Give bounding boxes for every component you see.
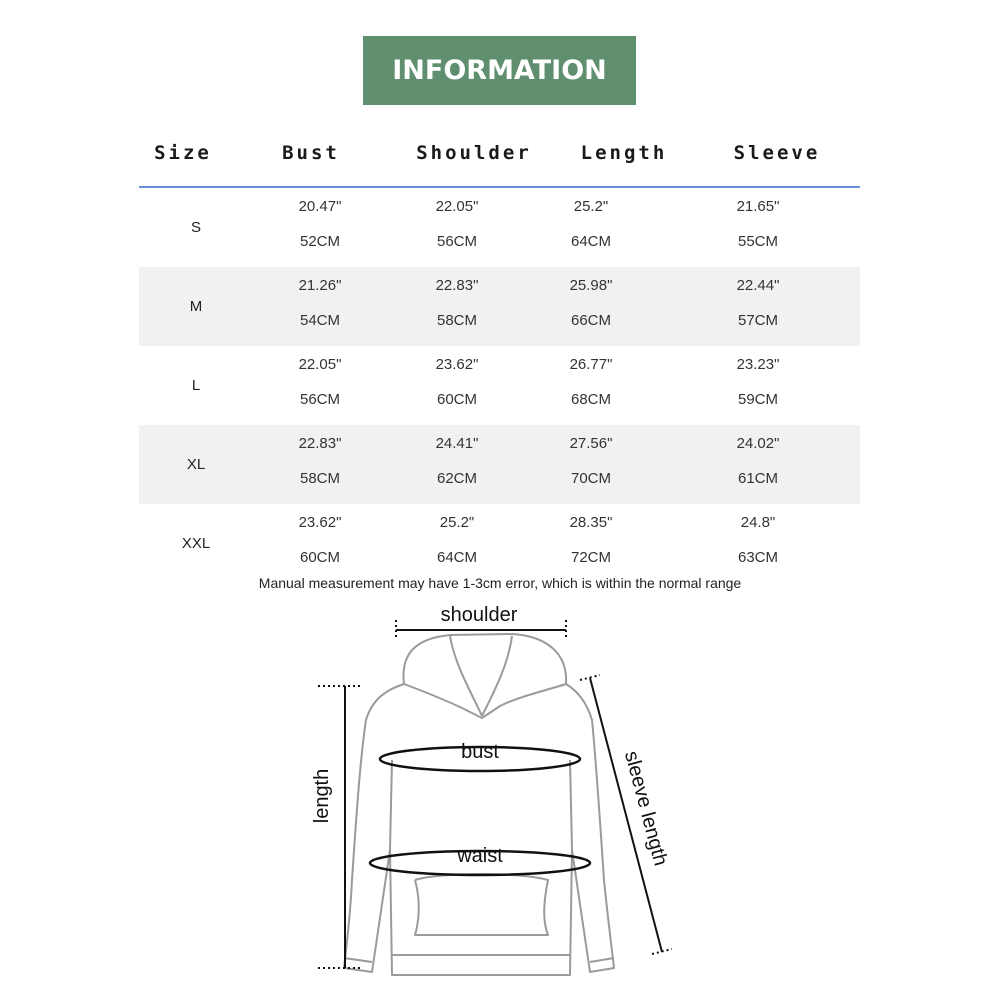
- shoulder-cm: 56CM: [436, 233, 478, 250]
- sleeve-cm: 61CM: [737, 470, 779, 487]
- shoulder-label: shoulder: [440, 604, 518, 626]
- bust-cm: 58CM: [299, 470, 341, 487]
- header-bust: Bust: [282, 142, 340, 164]
- shoulder-cm: 62CM: [436, 470, 478, 487]
- size-label: L: [191, 377, 201, 394]
- sleeve-length-label: sleeve length: [619, 748, 672, 869]
- bust-inches: 23.62": [298, 514, 342, 531]
- length-inches: 25.98": [569, 277, 613, 294]
- length-inches: 27.56": [569, 435, 613, 452]
- shoulder-inches: 24.41": [435, 435, 479, 452]
- sleeve-inches: 24.02": [736, 435, 780, 452]
- banner-title: INFORMATION: [392, 55, 607, 86]
- bust-inches: 22.05": [298, 356, 342, 373]
- sleeve-inches: 22.44": [736, 277, 780, 294]
- bust-inches: 21.26": [298, 277, 342, 294]
- bust-inches: 20.47": [298, 198, 342, 215]
- length-cm: 70CM: [570, 470, 612, 487]
- length-measure-line: [318, 686, 360, 968]
- sleeve-inches: 23.23": [736, 356, 780, 373]
- header-sleeve: Sleeve: [733, 142, 821, 164]
- bust-inches: 22.83": [298, 435, 342, 452]
- length-label: length: [311, 768, 333, 824]
- bust-cm: 56CM: [299, 391, 341, 408]
- sleeve-cm: 57CM: [737, 312, 779, 329]
- sleeve-inches: 24.8": [740, 514, 776, 531]
- hoodie-outline-icon: [344, 634, 614, 975]
- shoulder-inches: 25.2": [439, 514, 475, 531]
- size-label: M: [189, 298, 203, 315]
- length-inches: 26.77": [569, 356, 613, 373]
- size-label: S: [190, 219, 202, 236]
- shoulder-inches: 22.05": [435, 198, 479, 215]
- shoulder-inches: 22.83": [435, 277, 479, 294]
- length-cm: 72CM: [570, 549, 612, 566]
- shoulder-cm: 60CM: [436, 391, 478, 408]
- bust-cm: 60CM: [299, 549, 341, 566]
- length-inches: 28.35": [569, 514, 613, 531]
- shoulder-cm: 58CM: [436, 312, 478, 329]
- header-length: Length: [580, 142, 668, 164]
- length-cm: 64CM: [570, 233, 612, 250]
- sleeve-inches: 21.65": [736, 198, 780, 215]
- waist-label: waist: [457, 845, 503, 867]
- measurement-note: Manual measurement may have 1-3cm error, which is within the normal range: [258, 575, 742, 591]
- sleeve-cm: 63CM: [737, 549, 779, 566]
- bust-cm: 54CM: [299, 312, 341, 329]
- size-label: XL: [186, 456, 206, 473]
- sleeve-cm: 55CM: [737, 233, 779, 250]
- length-cm: 68CM: [570, 391, 612, 408]
- shoulder-cm: 64CM: [436, 549, 478, 566]
- bust-cm: 52CM: [299, 233, 341, 250]
- sleeve-cm: 59CM: [737, 391, 779, 408]
- header-size: Size: [154, 142, 212, 164]
- size-label: XXL: [181, 535, 211, 552]
- length-inches: 25.2": [573, 198, 609, 215]
- length-cm: 66CM: [570, 312, 612, 329]
- bust-label: bust: [461, 741, 499, 763]
- shoulder-inches: 23.62": [435, 356, 479, 373]
- header-shoulder: Shoulder: [416, 142, 532, 164]
